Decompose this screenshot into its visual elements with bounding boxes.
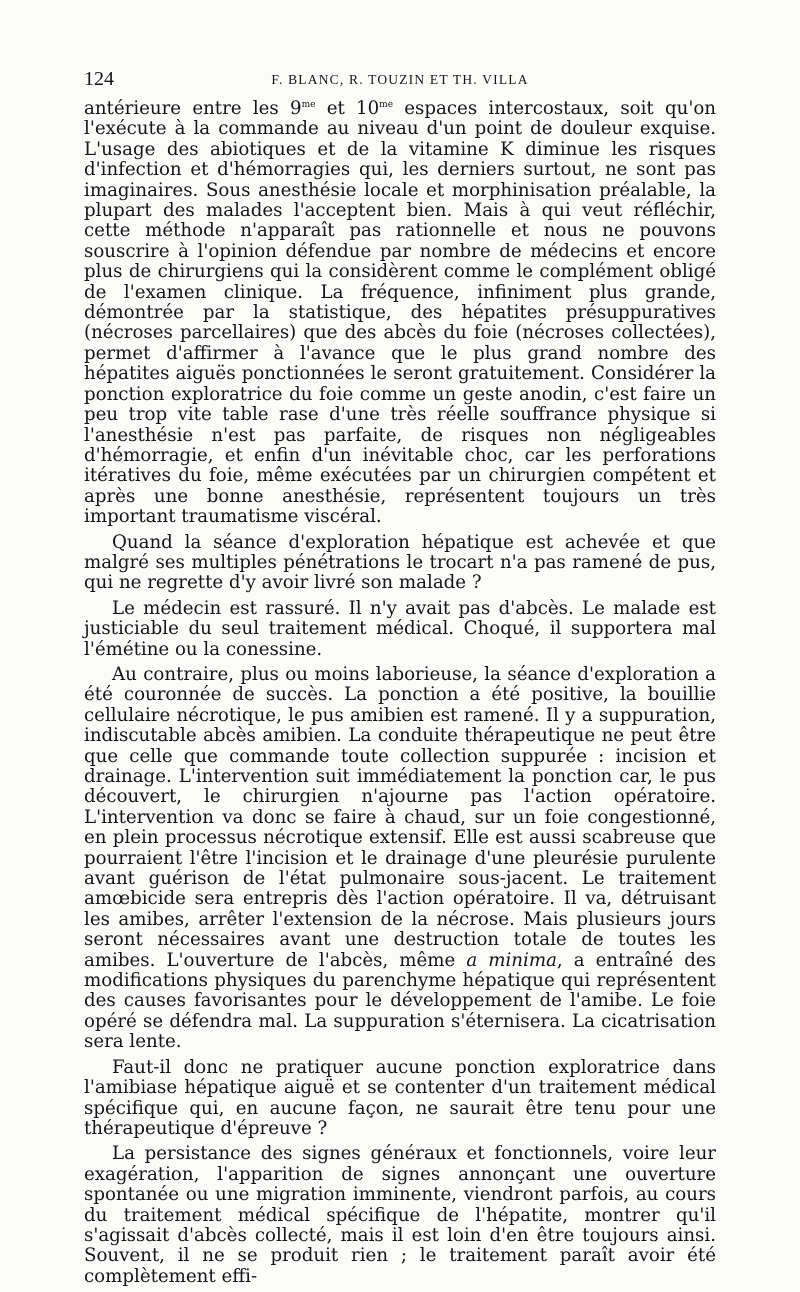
ordinal-superscript-9: me [301,100,316,110]
p4-italic-a-minima: a minima [466,949,557,971]
paragraph-6: La persistance des signes généraux et fonctionnels, voire leur exagération, l'apparition de signes annonçant une ouverture spontanée ou une migration imminente, viendront parfois, au cours du traitement médical spécifique de l'hépatite, montrer qu'il s'agissait d'abcès collecté, mais il est loin d'en être toujours ainsi. Souvent, il ne se produit rien ; le traitement paraît avoir été complètement effi- [84,1143,716,1287]
p1-mid: et 10 [315,98,380,119]
p4-rest: , a entraîné des modifications physiques du parenchyme hépatique qui représentent des causes favorisantes pour le développement de l'amibe. Le foie opéré se défendra mal. La suppuration s'éternisera. La cicatrisation sera lente. [84,949,717,1053]
page-header [84,68,716,94]
p4-start: Au contraire, plus ou moins laborieuse, la séance d'exploration a été couronnée de succès. La ponction a été positive, la bouillie cellulaire nécrotique, le pus amibien est ramené. Il y a suppuration, indiscutable abcès amibien. La conduite thérapeutique ne peut être que celle que commande toute collection suppurée : incision et drainage. L'intervention suit immédiatement la ponction car, le pus découvert, le chirurgien n'ajourne pas l'action opératoire. L'intervention va donc se faire à chaud, sur un foie congestionné, en plein processus nécrotique extensif. Elle est aussi scabreuse que pourraient l'être l'incision et le drainage d'une pleurésie purulente avant guérison de l'état pulmonaire sous-jacent. Le traitement amœbicide sera entrepris dès l'action opératoire. Il va, détruisant les amibes, arrêter l'extension de la nécrose. Mais plusieurs jours seront nécessaires avant une destruction totale de toutes les amibes. L'ouverture de l'abcès, même [84,663,716,971]
paragraph-4 [84,665,716,1053]
ordinal-superscript-10: me [379,100,394,110]
running-head-authors: F. BLANC, R. TOUZIN ET TH. VILLA [271,72,529,87]
paragraph-3: Le médecin est rassuré. Il n'y avait pas d'abcès. Le malade est justiciable du seul traitement médical. Choqué, il supportera mal l'émétine ou la conessine. [84,597,716,660]
page-number: 124 [84,68,114,90]
p1-rest: espaces intercostaux, soit qu'on l'exécute à la commande au niveau d'un point de douleur exquise. L'usage des abiotiques et de la vitamine K diminue les risques d'infection et d'hémorragies qui, les derniers surtout, ne sont pas imaginaires. Sous anesthésie locale et morphinisation préalable, la plupart des malades l'acceptent bien. Mais à qui veut réfléchir, cette méthode n'apparaît pas rationnelle et nous ne pouvons souscrire à l'opinion défendue par nombre de médecins et encore plus de chirurgiens qui la considèrent comme le complément obligé de l'examen clinique. La fréquence, infiniment plus grande, démontrée par la statistique, des hépatites présuppuratives (nécroses parcellaires) que des abcès du foie (nécroses collectées), permet d'affirmer à l'avance que le plus grand nombre des hépatites aiguës ponctionnées le seront gratuitement. Considérer la ponction exploratrice du foie comme un geste anodin, c'est faire un peu trop vite table rase d'une très réelle souffrance physique si l'anesthésie n'est pas parfaite, de risques non négligeables d'hémorragie, et enfin d'un inévitable choc, car les perforations itératives du foie, même exécutées par un chirurgien compétent et après une bonne anesthésie, représentent toujours un très important traumatisme viscéral. [84,98,716,528]
body-text [84,99,716,1292]
paragraph-1 [84,99,716,528]
p1-start: antérieure entre les 9 [84,98,302,119]
paragraph-5: Faut-il donc ne pratiquer aucune ponction exploratrice dans l'amibiase hépatique aiguë et se contenter d'un traitement médical spécifique qui, en aucune façon, ne saurait être tenu pour une thérapeutique d'épreuve ? [84,1056,716,1139]
paragraph-2: Quand la séance d'exploration hépatique est achevée et que malgré ses multiples pénétrations le trocart n'a pas ramené de pus, qui ne regrette d'y avoir livré son malade ? [84,531,716,594]
